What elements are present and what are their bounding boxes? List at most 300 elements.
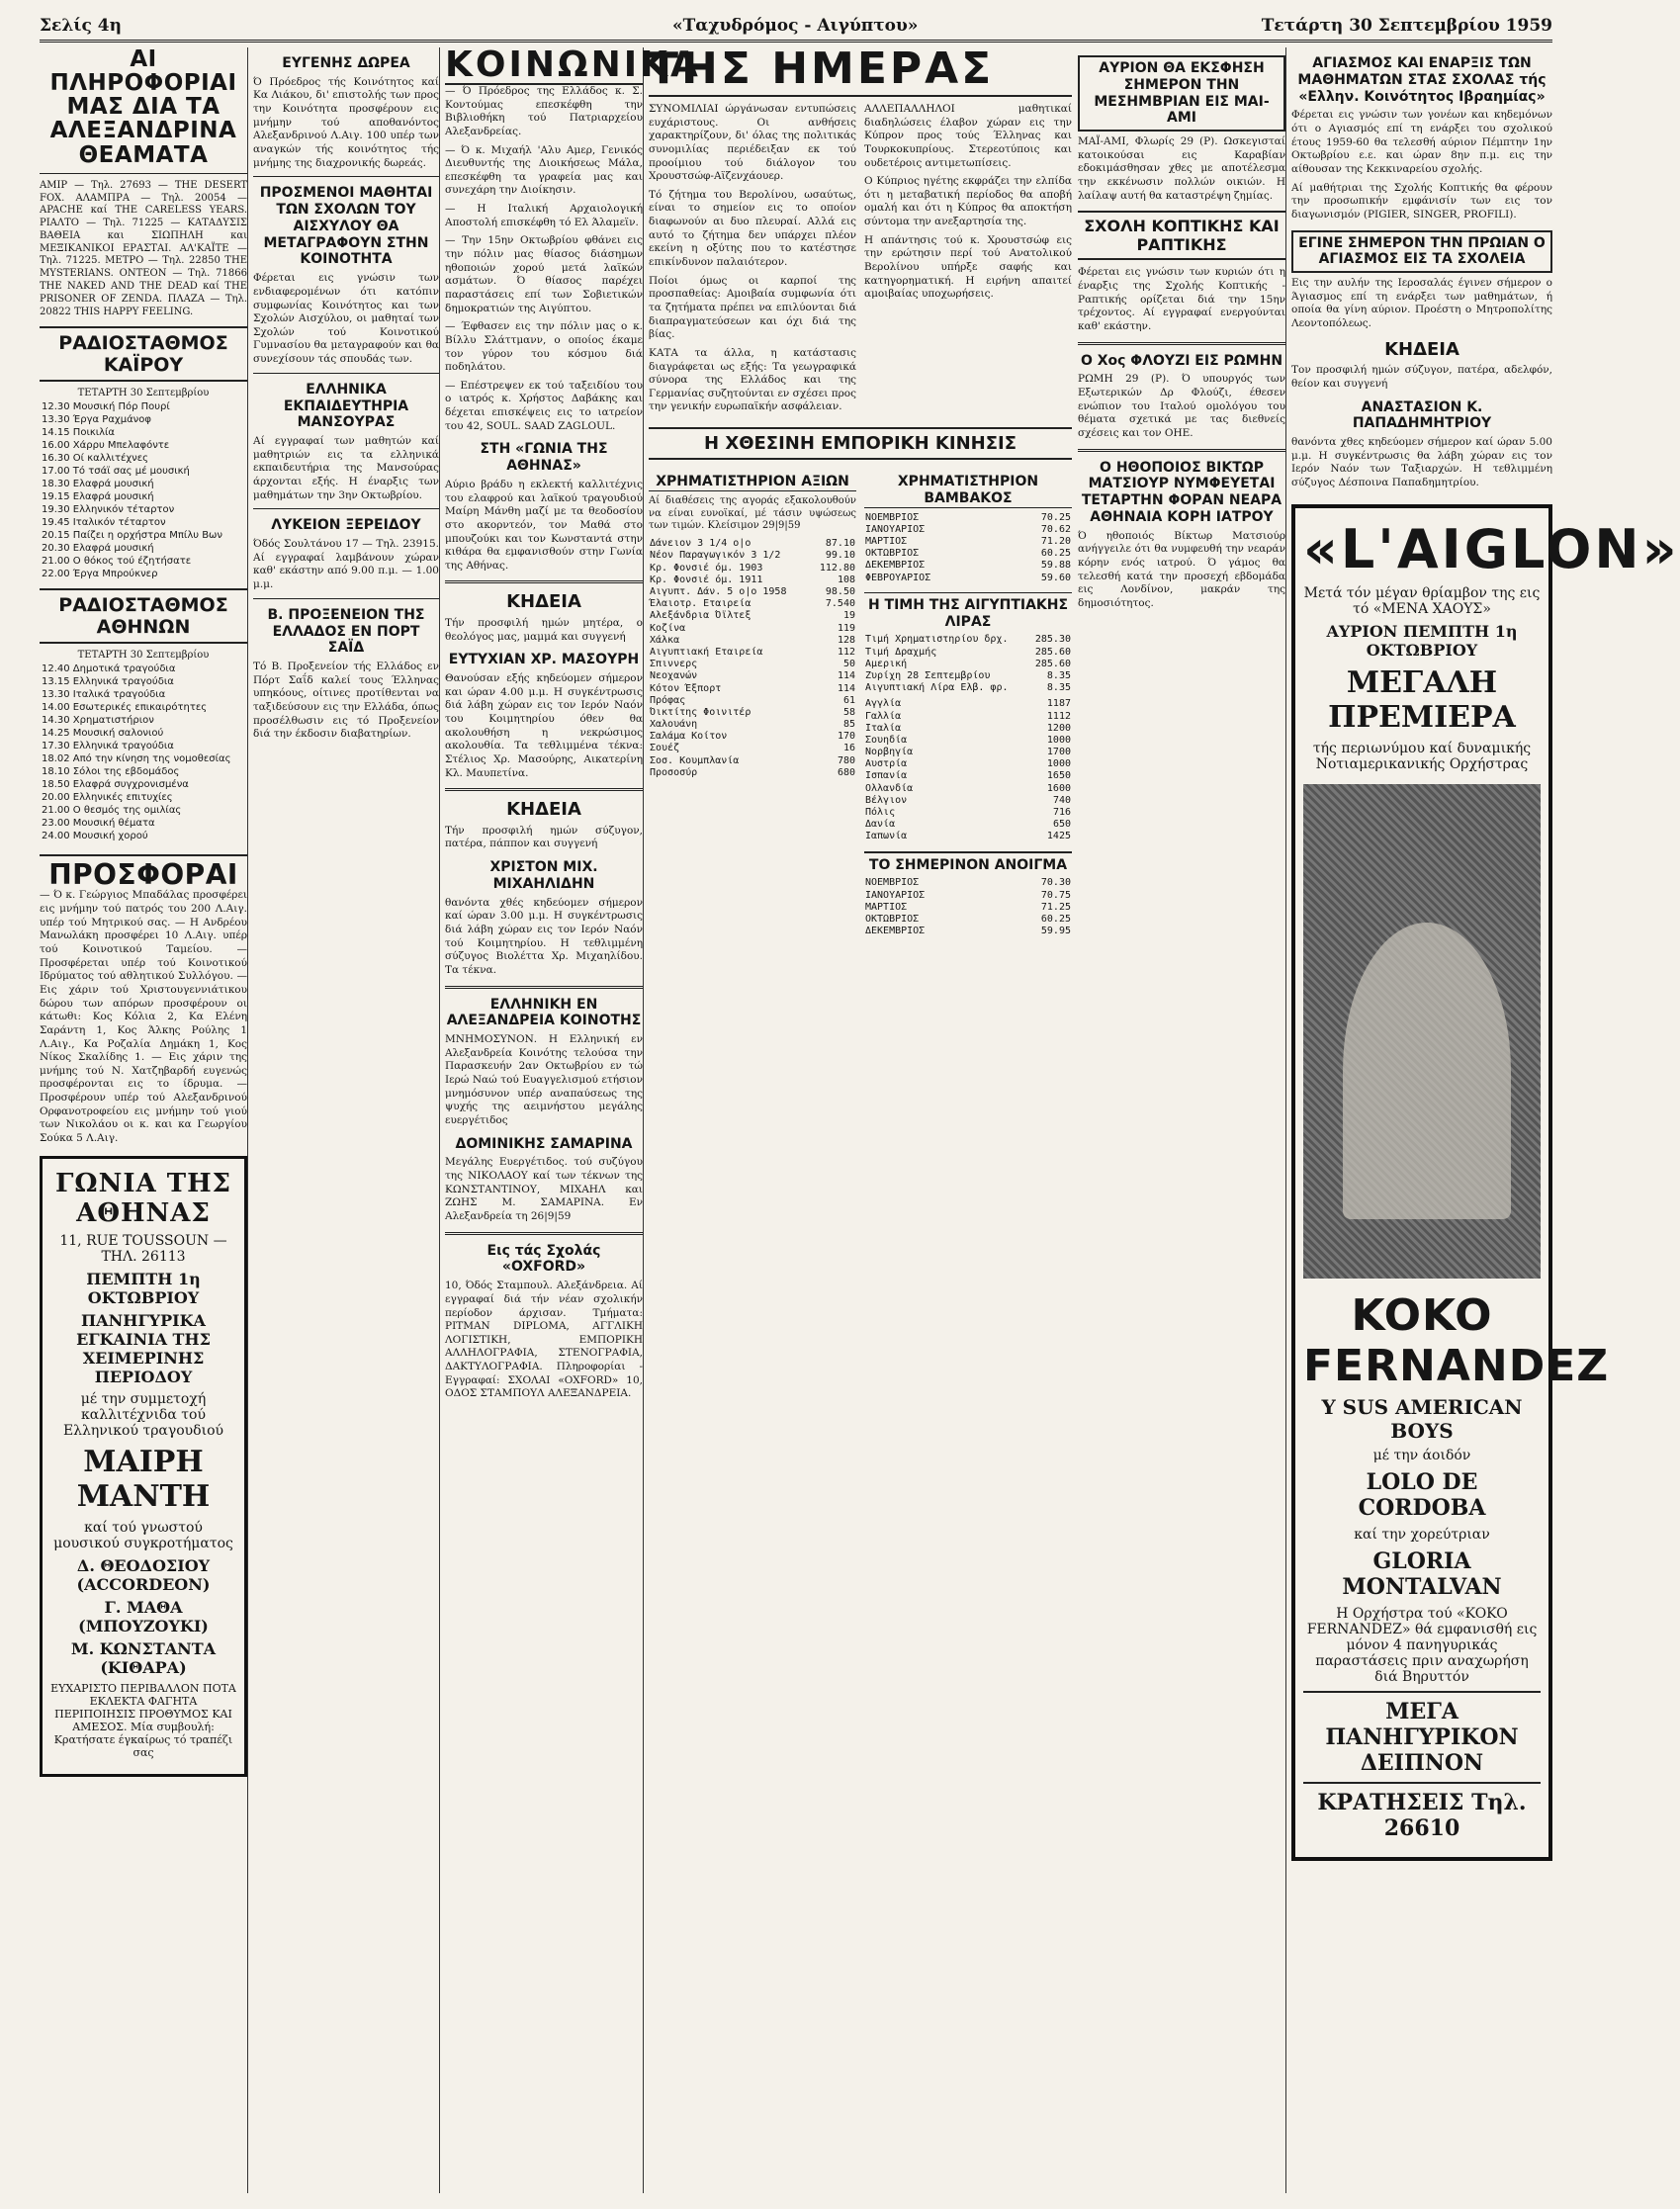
radio-athens-item-text: 12.40 Δημοτικά τραγούδια [42, 663, 176, 675]
radio-cairo-item [40, 400, 247, 413]
ad-date: ΠΕΜΠΤΗ 1η ΟΚΤΩΒΡΙΟΥ [86, 1269, 201, 1307]
cotton-title: ΧΡΗΜΑΤΙΣΤΗΡΙΟΝ ΒΑΜΒΑΚΟΣ [864, 474, 1072, 508]
pound-list-row-label: Γαλλία [865, 710, 902, 722]
column-schools-ads [1291, 47, 1680, 2193]
students-heading: ΠΡΟΣΜΕΝΟΙ ΜΑΘΗΤΑΙ ΤΩΝ ΣΧΟΛΩΝ ΤΟΥ ΑΙΣΧΥΛΟΥ ΘΑ ΜΕΤΑΓΡΑΦΟΥΝ ΣΤΗΝ ΚΟΙΝΟΤΗΤΑ [259, 185, 433, 268]
consulate-text: Τό Β. Προξενείον τής Ελλάδος εν Πόρτ Σαΐδ καλεί τους Έλληνας υπηκόους, οίτινες προτίθενται να ταξιδεύσουν εις την Ελλάδα, όπως προσέλθωσιν εις τό Προξενείον διά την έκδοσιν διαβατηρίων. [253, 661, 439, 741]
stock-row-value: 50 [842, 659, 855, 670]
pound-list-row-value: 1650 [1046, 770, 1071, 782]
pound-list-table [864, 698, 1072, 842]
stocks-section [649, 466, 856, 937]
stock-row-label: Αλεξάνδρια Όϊλτεξ [650, 610, 752, 622]
radio-cairo-item-text: 20.15 Παίζει η ορχήστρα Μπίλυ Βων [42, 530, 223, 542]
radio-cairo-item [40, 452, 247, 465]
stock-row-label: Αιγυπτιακή Εταιρεία [650, 646, 763, 658]
pound-list-row-value: 1425 [1046, 831, 1071, 842]
stock-row-label: Χάλκα [650, 634, 680, 646]
page-header [40, 14, 1552, 43]
laiglon-date: ΑΥΡΙΟΝ ΠΕΜΠΤΗ 1η ΟΚΤΩΒΡΙΟΥ [1326, 621, 1518, 660]
pound-row [864, 647, 1072, 659]
social-item-6: — Επέστρεψεν εκ τού ταξειδίου του ο ιατρός κ. Χρήστος Δαβάκης και δέχεται επισκέψεις εις το ιατρείον του 42, SOUL. SAAD ZAGLOUL. [445, 379, 643, 432]
dancer-name: GLORIA MONTALVAN [1342, 1547, 1502, 1600]
stock-row [649, 623, 856, 635]
radio-cairo-item [40, 465, 247, 478]
cotton-row-value: 70.62 [1040, 523, 1071, 535]
athens-corner-text: Αύριο βράδυ η εκλεκτή καλλιτέχνις του ελαφρού και λαϊκού τραγουδιού Μαίρη Μάνθη μαζί με τα θεοδοσίου στο ακορντεόν, τον Μαθά στο μπουζούκι και τον Κωνσταντά στην κιθάρα θα εμφανισθούν στην Γωνία της Αθήνας. [445, 478, 643, 572]
pound-row-label: Τιμή Δραχμής [865, 646, 937, 658]
column-entertainment [40, 47, 248, 2193]
radio-athens-item-text: 18.02 Από την κίνηση της νομοθεσίας [42, 753, 231, 765]
laiglon-intro: Μετά τόν μέγαν θρίαμβον της εις τό «ΜΕΝΑ ΧΑΟΥΣ» [1303, 584, 1541, 617]
blessing-text-2: Αί μαθήτριαι της Σχολής Κοπτικής θα φέρουν την προσωπικήν εμφάνισίν των εις τον διαγωνισμόν (PIGIER, SINGER, PROFILI). [1291, 181, 1552, 221]
pound-list-row [864, 747, 1072, 758]
laiglon-premiere: ΜΕΓΑΛΗ ΠΡΕΜΙΕΡΑ [1328, 664, 1516, 735]
stock-row-value: 16 [842, 743, 855, 754]
mansoura-text: Αί εγγραφαί των μαθητών καί μαθητριών εις τα ελληνικά εκπαιδευτήρια της Μανσούρας άρχονται εξής. Η έναρξις των μαθημάτων την 3ην Οκτωβρίου. [253, 435, 439, 501]
stock-row-label: Νεοχανών [650, 670, 698, 682]
stock-row [649, 767, 856, 779]
radio-cairo-item-text: 22.00 Έργα Μπρούκνερ [42, 569, 158, 580]
stocks-table [649, 538, 856, 779]
pound-list-row-label: Νορβηγία [865, 747, 914, 758]
stock-row-value: 680 [837, 766, 855, 778]
sewing-school-heading: ΣΧΟΛΗ ΚΟΠΤΙΚΗΣ ΚΑΙ ΡΑΠΤΙΚΗΣ [1078, 211, 1285, 260]
stock-row [649, 563, 856, 574]
radio-cairo-item [40, 529, 247, 542]
funeral-2-text: θανόντα χθές κηδεύομεν σήμερον καί ώραν 3.00 μ.μ. Η συγκέντρωσις διά λάβη χώραν εις τον Ιερόν Ναόν τού Κοιμητηρίου. Η τεθλιμμένη σύζυγος Βιολέττα Χρ. Μιχαηλίδου. Τα τέκνα. [445, 896, 643, 976]
pound-list-row [864, 783, 1072, 795]
cotton-row [864, 536, 1072, 548]
radio-athens-item [40, 830, 247, 842]
ad-star: ΜΑΙΡΗ ΜΑΝΤΗ [76, 1444, 211, 1514]
radio-cairo-item [40, 413, 247, 426]
ad-musician-3: Μ. ΚΩΝΣΤΑΝΤΑ (ΚΙΘΑΡΑ) [70, 1638, 217, 1677]
stock-row-label: Όικτίτης Φοινιτέρ [650, 706, 752, 718]
stock-row [649, 659, 856, 670]
pound-row-value: 285.60 [1034, 658, 1071, 669]
column-community [253, 47, 440, 2193]
orchestra-photo [1303, 784, 1541, 1279]
pound-row [864, 659, 1072, 670]
pound-list-row [864, 723, 1072, 735]
radio-athens-item [40, 675, 247, 688]
reservations-phone: ΚΡΑΤΗΣΕΙΣ Τηλ. 26610 [1317, 1789, 1527, 1841]
stock-row [649, 586, 856, 598]
radio-cairo-item [40, 490, 247, 503]
stock-row [649, 610, 856, 622]
radio-cairo-item [40, 555, 247, 568]
opening-row-value: 71.25 [1040, 901, 1071, 913]
pound-row-value: 8.35 [1046, 669, 1071, 681]
pound-row-label: Ζυρίχη 28 Σεπτεμβρίου [865, 669, 991, 681]
day-article-3: Ποίοι όμως οι καρποί της προσπαθείας: Αμοιβαία συμφωνία ότι τα ζητήματα πρέπει να επιλύονται διά διαπραγματεύσεων και όχι διά της βίας. [649, 274, 856, 341]
radio-athens-item-text: 21.00 Ο θεσμός της ομιλίας [42, 805, 182, 817]
day-article-4: ΚΑΤΑ τα άλλα, η κατάστασις διαγράφεται ως εξής: Τα γεωγραφικά σύνορα της Ελλάδος και της Γερμανίας συζητούνται εν σχέσει προς την γενικήν ευρωπαϊκήν ασφάλειαν. [649, 346, 856, 413]
pound-row [864, 634, 1072, 646]
schools-text: Εις την αυλήν της Ιεροσαλάς έγινεν σήμερον ο Άγιασμος επί τη ενάρξει των μαθημάτων, ή οποία θα γίνη αύριον. Προέστη ο Μητροπολίτης Λεοντοπόλεως. [1291, 277, 1552, 330]
radio-athens-item-text: 13.30 Ιταλικά τραγούδια [42, 689, 166, 701]
pound-list-row-label: Αυστρία [865, 758, 908, 770]
social-item-2: — Ό κ. Μιχαήλ 'Αλυ Αμερ, Γενικός Διευθυντής της Διοικήσεως Μάλα, επεσκέφθη τα γραφεία μας και συνεχάρη την Διοίκησιν. [445, 143, 643, 197]
schools-heading: ΕΓΙΝΕ ΣΗΜΕΡΟΝ ΤΗΝ ΠΡΩΙΑΝ Ο ΑΓΙΑΣΜΟΣ ΕΙΣ ΤΑ ΣΧΟΛΕΙΑ [1291, 230, 1552, 274]
radio-cairo-item [40, 568, 247, 580]
pound-row-value: 8.35 [1046, 682, 1071, 694]
opening-row-value: 60.25 [1040, 913, 1071, 925]
actor-heading: Ο ΗΘΟΠΟΙΟΣ ΒΙΚΤΩΡ ΜΑΤΣΙΟΥΡ ΝΥΜΦΕΥΕΤΑΙ ΤΕΤΑΡΤΗΝ ΦΟΡΑΝ ΝΕΑΡΑ ΑΘΗΝΑΙΑ ΚΟΡΗ ΙΑΤΡΟΥ [1081, 459, 1282, 525]
stock-row-label: Σουέζ [650, 743, 680, 754]
stock-row [649, 598, 856, 610]
stock-row-value: 19 [842, 610, 855, 622]
funeral-2-heading: ΚΗΔΕΙΑ [506, 799, 581, 821]
radio-cairo-item [40, 503, 247, 516]
stock-row-value: 87.10 [825, 538, 855, 550]
stock-row-label: Χαλουάνη [650, 719, 698, 731]
cotton-row-label: ΟΚΤΩΒΡΙΟΣ [865, 548, 920, 560]
pound-list-row-label: Σουηδία [865, 734, 908, 746]
social-item-3: — Η Ιταλική Αρχαιολογική Αποστολή επισκέφθη τό Ελ Άλαμεϊν. [445, 203, 643, 228]
pound-row [864, 682, 1072, 694]
pound-list-row-label: Αγγλία [865, 698, 902, 710]
funeral-1-intro: Τήν προσφιλή ημών μητέρα, ο θεολόγος μας, μαμμά και συγγενή [445, 617, 643, 643]
cotton-table [864, 512, 1072, 584]
storm-heading: ΑΥΡΙΟΝ ΘΑ ΕΚΣΦΗΣΗ ΣΗΜΕΡΟΝ ΤΗΝ ΜΕΣΗΜΒΡΙΑΝ ΕΙΣ ΜΑΙ-ΑΜΙ [1078, 55, 1285, 132]
pound-row [864, 670, 1072, 682]
stock-row [649, 695, 856, 707]
radio-cairo-item-text: 18.30 Ελαφρά μουσική [42, 479, 154, 490]
stocks-intro: Αί διαθέσεις της αγοράς εξακολουθούν να είναι ευνοϊκαί, μέ τάσιν υψώσεως των τιμών. Κλείσιμον 29|9|59 [649, 494, 856, 532]
radio-athens-item [40, 791, 247, 804]
oxford-heading: Εις τάς Σχολάς «OXFORD» [486, 1242, 601, 1276]
funeral-3-name: ΑΝΑΣΤΑΣΙΟΝ Κ. ΠΑΠΑΔΗΜΗΤΡΙΟΥ [1352, 398, 1492, 432]
dinner-line: ΜΕΓΑ ΠΑΝΗΓΥΡΙΚΟΝ ΔΕΙΠΝΟΝ [1303, 1691, 1541, 1784]
pound-list-row-value: 1200 [1046, 722, 1071, 734]
funeral-1-text: Θανούσαν εξής κηδεύομεν σήμερον και ώραν 4.00 μ.μ. Η συγκέντρωσις διά λάβη χώραν εις τον Ιερόν Ναόν του Κοιμητηρίου όθεν θα ακολουθήση η νεκρώσιμος ακολουθία. Τα τεθλιμμένα τέκνα: Στέλιος Χρ. Μασούρης, Αικατερίνη Κλ. Μαυπετίνα. [445, 672, 643, 779]
opening-row-label: ΔΕΚΕΜΒΡΙΟΣ [865, 926, 926, 937]
pound-list-row [864, 795, 1072, 807]
pound-list-row-label: Πόλις [865, 807, 896, 819]
pound-title: Η ΤΙΜΗ ΤΗΣ ΑΙΓΥΠΤΙΑΚΗΣ ΛΙΡΑΣ [864, 592, 1072, 631]
page-number: Σελίς 4η [40, 16, 122, 36]
stock-row-label: Κρ. Φονσιέ όμ. 1903 [650, 562, 763, 574]
opening-row-label: ΜΑΡΤΙΟΣ [865, 901, 908, 913]
band-subtitle: Y SUS AMERICAN BOYS [1321, 1394, 1523, 1443]
social-item-5: — Έφθασεν εις την πόλιν μας ο κ. Βίλλυ Σλάττμανν, ο οποίος έκαμε τον γύρον του κόσμου διά ποδηλάτου. [445, 320, 643, 374]
stock-row [649, 755, 856, 767]
radio-athens-item [40, 714, 247, 727]
stock-row-value: 112 [837, 646, 855, 658]
ad-musician-2: Γ. ΜΑΘΑ (ΜΠΟΥΖΟΥΚΙ) [78, 1597, 209, 1635]
stock-row-value: 108 [837, 574, 855, 585]
radio-cairo-item-text: 16.30 Οί καλλιτέχνες [42, 453, 149, 465]
students-text: Φέρεται εις γνώσιν των ενδιαφερομένων ότι κατόπιν συμφωνίας Κοινότητος και των Σχολών Αισχύλου, οι μαθηταί των Σχολών τού Κοινοτικού Γυμνασίου θα μεταγραφούν και θα συνεχίσουν τάς σπουδάς των. [253, 272, 439, 366]
stock-row-label: Πρόφας [650, 694, 686, 706]
band-name: KOKO FERNANDEZ [1303, 1289, 1610, 1391]
oxford-text: 10, Όδός Σταμπουλ. Αλεξάνδρεια. Αί εγγραφαί διά τήν νέαν σχολικήν περίοδον άρχισαν. Τμήματα: ΡΙΤΜΑΝ DIPLOMA, ΑΓΓΛΙΚΗ ΛΟΓΙΣΤΙΚΗ, ΕΜΠΟΡΙΚΗ ΑΛΛΗΛΟΓΡΑΦΙΑ, ΣΤΕΝΟΓΡΑΦΙΑ, ΔΑΚΤΥΛΟΓΡΑΦΙΑ. Πληροφορίαι - Εγγραφαί: ΣΧΟΛΑΙ «OXFORD» 10, ΟΔΟΣ ΣΤΑΜΠΟΥΛ ΑΛΕΞΑΝΔΡΕΙΑ. [445, 1280, 643, 1400]
ad-with2: καί τού γνωστού μουσικού συγκροτήματος [53, 1519, 233, 1551]
ad-with: μέ την συμμετοχή καλλιτέχνιδα τού Ελληνικού τραγουδιού [62, 1390, 224, 1439]
radio-cairo-item-text: 13.30 Έργα Ραχμάνοφ [42, 414, 151, 426]
pound-list-row-label: Ιταλία [865, 722, 902, 734]
stock-row-label: Σπιννερς [650, 659, 698, 670]
radio-athens-item-text: 14.30 Χρηματιστήριον [42, 715, 154, 727]
pound-list-row-value: 1000 [1046, 758, 1071, 770]
pound-list-row [864, 698, 1072, 710]
radio-cairo-item-text: 14.15 Ποικιλία [42, 427, 115, 439]
stock-row [649, 707, 856, 719]
radio-cairo-item [40, 426, 247, 439]
stock-row [649, 550, 856, 562]
stock-row-label: Προσοσύρ [650, 766, 698, 778]
pound-list-row-value: 716 [1052, 807, 1071, 819]
stock-row [649, 719, 856, 731]
athens-corner-ad [40, 1156, 247, 1777]
opening-row-value: 59.95 [1040, 926, 1071, 937]
pound-list-row [864, 807, 1072, 819]
radio-cairo-item-text: 19.45 Ιταλικόν τέταρτον [42, 517, 166, 529]
funeral-1-heading: ΚΗΔΕΙΑ [506, 591, 581, 613]
blessing-heading: ΑΓΙΑΣΜΟΣ ΚΑΙ ΕΝΑΡΞΙΣ ΤΩΝ ΜΑΘΗΜΑΤΩΝ ΣΤΑΣ ΣΧΟΛΑΣ τής «Ελλην. Κοινότητος Ιβραημίας» [1297, 55, 1547, 105]
radio-athens-date: ΤΕΤΑΡΤΗ 30 Σεπτεμβρίου [77, 650, 210, 662]
pound-row-label: Τιμή Χρηματιστηρίου δρχ. [865, 634, 1009, 646]
radio-athens-item [40, 752, 247, 765]
radio-athens-item-text: 14.00 Εσωτερικές επικαιρότητες [42, 702, 208, 714]
stock-row [649, 670, 856, 682]
day-article-6: Ο Κύπριος ηγέτης εκφράζει την ελπίδα ότι η μεταβατική περίοδος θα αποβή ομαλή και ότι η Κύπρος θα αποκτήση σύντομα την ανεξαρτησία της. [864, 175, 1072, 228]
opening-row-label: ΟΚΤΩΒΡΙΟΣ [865, 913, 920, 925]
fawzi-heading: Ο Χος ΦΛΟΥΖΙ ΕΙΣ ΡΩΜΗΝ [1080, 352, 1283, 369]
pound-list-row [864, 711, 1072, 723]
pound-list-row-value: 740 [1052, 794, 1071, 806]
stock-row-value: 128 [837, 634, 855, 646]
opening-row [864, 926, 1072, 937]
stock-row-value: 58 [842, 706, 855, 718]
day-article-5: ΑΛΛΕΠΑΛΛΗΛΟΙ μαθητικαί διαδηλώσεις έλαβον χώραν εις την Κύπρον προς τούς Έλληνας και Τουρκοκυπρίους. Στερεοτύποις και ουδετέροις αντιμετωπίσεις. [864, 103, 1072, 169]
stock-row-value: 114 [837, 682, 855, 694]
stock-row-label: Νέον Παραγωγικόν 3 1/2 [650, 550, 781, 562]
social-title: ΚΟΙΝΩΝΙΚΑ [445, 44, 701, 85]
stock-row-value: 99.10 [825, 550, 855, 562]
funeral-3-intro: Τον προσφιλή ημών σύζυγον, πατέρα, αδελφόν, θείον και συγγενή [1291, 364, 1552, 390]
memorial-text: ΜΝΗΜΟΣΥΝΟΝ. Η Ελληνική εν Αλεξανδρεία Κοινότης τελούσα την Παρασκευήν 2αν Οκτωβρίου εν τώ Ιερώ Ναώ τού Ευαγγελισμού ετήσιον μνημόσυνον υπέρ αναπαύσεως της ψυχής της αειμνήστου μεγάλης ευεργέτιδος [445, 1033, 643, 1126]
pound-list-row-label: Δανία [865, 819, 896, 831]
laiglon-ad [1291, 504, 1680, 1861]
radio-athens-item-text: 18.10 Σόλοι της εβδομάδος [42, 766, 180, 778]
radio-athens-item-text: 17.30 Ελληνικά τραγούδια [42, 741, 174, 752]
cotton-row-value: 59.88 [1040, 560, 1071, 572]
radio-athens-schedule [40, 663, 247, 842]
radio-cairo-item [40, 439, 247, 452]
opening-row-value: 70.75 [1040, 889, 1071, 901]
radio-cairo-item-text: 20.30 Ελαφρά μουσική [42, 543, 154, 555]
cotton-row [864, 560, 1072, 572]
cotton-row [864, 524, 1072, 536]
cotton-row-value: 60.25 [1040, 548, 1071, 560]
memorial-text-2: Μεγάλης Ευεργέτιδος. τού συζύγου της ΝΙΚΟΛΑΟΥ καί των τέκνων της ΚΩΝΣΤΑΝΤΙΝΟΥ, ΜΙΧΑΗΛ και ΖΩΗΣ Μ. ΣΑΜΑΡΙΝΑ. Εν Αλεξανδρεία τη 26|9|59 [445, 1156, 643, 1222]
social-item-1: — Ό Πρόεδρος της Ελλάδος κ. Σ. Κοντούμας επεσκέφθη την Βιβλιοθήκη τού Πατριαρχείου Αλεξανδρείας. [445, 85, 643, 137]
day-right-column [864, 103, 1072, 419]
radio-cairo-item [40, 516, 247, 529]
stocks-title: ΧΡΗΜΑΤΙΣΤΗΡΙΟΝ ΑΞΙΩΝ [649, 474, 856, 491]
donation-heading: ΕΥΓΕΝΗΣ ΔΩΡΕΑ [282, 55, 410, 71]
storm-text: ΜΑΪ-ΑΜΙ, Φλωρίς 29 (Ρ). Ωσκεγισταί κατοικούσαι εις Καραβίαν εδοκιμάσθησαν χθες με αποτέλεσμα την εκκένωσιν πολλών οικιών. Η λαίλαψ αυτή θα καταστρέψη ζημίας. [1078, 135, 1285, 202]
opening-table [864, 877, 1072, 937]
memorial-heading: ΕΛΛΗΝΙΚΗ ΕΝ ΑΛΕΞΑΝΔΡΕΙΑ ΚΟΙΝΟΤΗΣ [446, 996, 642, 1029]
cotton-section [864, 466, 1072, 937]
day-article-1: ΣΥΝΟΜΙΛΙΑΙ ώργάνωσαν εντυπώσεις ευχάριστους. Οι ανθήσεις χαρακτηρίζουν, δι' όλας της πολιτικάς συνομιλίας περιέδειξαν εκ τού προοίμιου τού διάλογον του Χρουστσώφ-Αϊζενχάουερ. [649, 103, 856, 183]
stock-row-label: Κρ. Φονσιέ όμ. 1911 [650, 574, 763, 585]
radio-athens-item [40, 688, 247, 701]
pound-row-label: Αιγυπτιακή Λίρα Ελβ. φρ. [865, 682, 1009, 694]
cotton-row-value: 70.25 [1040, 511, 1071, 523]
pound-row-value: 285.30 [1034, 634, 1071, 646]
stock-row-value: 119 [837, 622, 855, 634]
singer-name: LOLO DE CORDOBA [1358, 1468, 1486, 1521]
cotton-row-label: ΙΑΝΟΥΑΡΙΟΣ [865, 523, 926, 535]
stock-row [649, 731, 856, 743]
stock-row-value: 98.50 [825, 586, 855, 598]
lyceum-text: Όδός Σουλτάνου 17 — Τηλ. 23915. Αί εγγραφαί λαμβάνουν χώραν καθ' εκάστην από 9.00 π.μ. — 1.00 μ.μ. [253, 538, 439, 591]
cotton-row-label: ΝΟΕΜΒΡΙΟΣ [865, 511, 920, 523]
radio-cairo-item-text: 19.30 Ελληνικόν τέταρτον [42, 504, 175, 516]
stock-row-value: 112.80 [819, 562, 855, 574]
radio-cairo-title: ΡΑΔΙΟΣΤΑΘΜΟΣ ΚΑΪΡΟΥ [40, 326, 247, 382]
pound-list-row-value: 1600 [1046, 782, 1071, 794]
pound-list-row [864, 758, 1072, 770]
fawzi-text: ΡΩΜΗ 29 (Ρ). Ό υπουργός των Εξωτερικών Δρ Φλούζι, έθεσεν ενώπιον του Ιταλού ομολόγου του θέματα σχετικά με τας διεθνείς σχέσεις και τον ΟΗΕ. [1078, 373, 1285, 439]
radio-athens-item [40, 701, 247, 714]
radio-athens-item-text: 14.25 Μουσική σαλονιού [42, 728, 164, 740]
ad-musician-1: Δ. ΘΕΟΔΟΣΙΟΥ (ACCORDEON) [76, 1555, 211, 1594]
funeral-2-intro: Τήν προσφιλή ημών σύζυγον, πατέρα, πάππον και συγγενή [445, 824, 643, 850]
radio-athens-item [40, 663, 247, 675]
cotton-row [864, 573, 1072, 584]
donation-text: Ό Πρόεδρος τής Κοινότητος καί Κα Λιάκου, δι' επιστολής των προς την Κοινότητα προσφέρουν εις μνήμην τού αποθανόντος Αλεξανδρινού Λ.Αιγ. 100 υπέρ των αναγκών τής κοινότητος τής μνήμης της διαχρονικής δωρεάς. [253, 75, 439, 169]
cotton-row [864, 512, 1072, 524]
ad-event: ΠΑΝΗΓΥΡΙΚΑ ΕΓΚΑΙΝΙΑ ΤΗΣ ΧΕΙΜΕΡΙΝΗΣ ΠΕΡΙΟΔΟΥ [76, 1310, 211, 1386]
laiglon-note: Η Ορχήστρα τού «KOKO FERNANDEZ» θά εμφανισθή εις μόνον 4 πανηγυρικάς παραστάσεις πριν αναχωρήση διά Βηρυττόν [1306, 1605, 1538, 1685]
opening-row [864, 914, 1072, 926]
actor-text: Ό ηθοποιός Βίκτωρ Ματσιούρ ανήγγειλε ότι θα νυμφευθή την νεαράν κόρην ενός ιατρού. Ό γάμος θα τελεσθή κατά την προσεχή εβδομάδα εις Λονδίνον, μακράν της δημοσιότητος. [1078, 529, 1285, 609]
column-news [1078, 47, 1286, 2193]
sewing-school-text: Φέρεται εις γνώσιν των κυριών ότι η έναρξις της Σχολής Κοπτικής - Ραπτικής ορίζεται διά την 15ην τρέχοντος. Αί εγγραφαί ενεργούνται καθ' εκάστην. [1078, 266, 1285, 332]
funeral-2-name: ΧΡΙΣΤΟΝ ΜΙΧ. ΜΙΧΑΗΛΙΔΗΝ [489, 859, 598, 892]
stock-row-label: Δάνειον 3 1/4 ο|ο [650, 538, 752, 550]
market-title: Η ΧΘΕΣΙΝΗ ΕΜΠΟΡΙΚΗ ΚΙΝΗΣΙΣ [649, 427, 1072, 460]
radio-cairo-item-text: 12.30 Μουσική Πόρ Πουρί [42, 401, 170, 413]
pound-list-row [864, 770, 1072, 782]
stock-row-label: Κοζίνα [650, 622, 686, 634]
stock-row-label: Αιγυπτ. Δάν. 5 ο|ο 1958 [650, 586, 787, 598]
stock-row-value: 85 [842, 719, 855, 731]
cotton-row [864, 548, 1072, 560]
pound-list-row-value: 1187 [1046, 698, 1071, 710]
cotton-row-value: 71.20 [1040, 536, 1071, 548]
athens-corner-heading: ΣΤΗ «ΓΩΝΙΑ ΤΗΣ ΑΘΗΝΑΣ» [480, 441, 608, 475]
stock-row-label: Σοσ. Κουμπλανία [650, 754, 740, 766]
stock-row-label: Έλαιοτρ. Εταιρεία [650, 598, 752, 610]
pound-list-row-value: 1112 [1046, 710, 1071, 722]
radio-athens-item [40, 740, 247, 752]
pound-list-row-value: 1700 [1046, 747, 1071, 758]
radio-athens-title: ΡΑΔΙΟΣΤΑΘΜΟΣ ΑΘΗΝΩΝ [40, 588, 247, 644]
radio-cairo-item [40, 542, 247, 555]
opening-row-label: ΝΟΕΜΒΡΙΟΣ [865, 877, 920, 889]
pound-table [864, 634, 1072, 694]
funeral-1-name: ΕΥΤΥΧΙΑΝ ΧΡ. ΜΑΣΟΥΡΗ [448, 652, 640, 668]
social-item-4: — Την 15ην Οκτωβρίου φθάνει εις την πόλιν μας θίασος διάσημων ηθοποιών χορού μετά λαϊκών ασμάτων. Ό θίασος παρέχει παραστάσεις επί των Σοβιετικών δημοκρατιών της Αιγύπτου. [445, 234, 643, 314]
offers-title: ΠΡΟΣΦΟΡΑΙ [40, 854, 247, 889]
cotton-row-label: ΦΕΒΡΟΥΑΡΙΟΣ [865, 572, 931, 583]
radio-cairo-item-text: 19.15 Ελαφρά μουσική [42, 491, 154, 503]
laiglon-orchestra: τής περιωνύμου καί δυναμικής Νοτιαμερικανικής Ορχήστρας [1312, 740, 1532, 772]
pound-list-row-label: Ισπανία [865, 770, 908, 782]
radio-cairo-item-text: 17.00 Τό τσάϊ σας μέ μουσική [42, 466, 190, 478]
radio-athens-item [40, 727, 247, 740]
blessing-text: Φέρεται εις γνώσιν των γονέων και κηδεμόνων ότι ο Αγιασμός επί τη ενάρξει του σχολικού έτους 1959-60 θα τελεσθή αύριον Πέμπτην 1ην Οκτωβρίου ε.ε. και ώραν 8ην π.μ. εις την αίθουσαν της Κεκκιναρείου σχολής. [1291, 109, 1552, 175]
stock-row [649, 574, 856, 586]
cotton-row-value: 59.60 [1040, 572, 1071, 583]
pound-row-value: 285.60 [1034, 646, 1071, 658]
pound-list-row-label: Βέλγιον [865, 794, 908, 806]
radio-athens-item-text: 18.50 Ελαφρά συγχρονισμένα [42, 779, 189, 791]
pound-list-row-label: Ολλανδία [865, 782, 914, 794]
stock-row [649, 743, 856, 754]
day-left-column [649, 103, 856, 419]
masthead: «Ταχυδρόμος - Αιγύπτου» [672, 16, 919, 36]
mansoura-heading: ΕΛΛΗΝΙΚΑ ΕΚΠΑΙΔΕΥΤΗΡΙΑ ΜΑΝΣΟΥΡΑΣ [283, 381, 409, 431]
memorial-name: ΔΟΜΙΝΙΚΗΣ ΣΑΜΑΡΙΝΑ [455, 1135, 633, 1152]
stock-row-value: 780 [837, 754, 855, 766]
pound-list-row-label: Ιαπωνία [865, 831, 908, 842]
issue-date: Τετάρτη 30 Σεπτεμβρίου 1959 [1261, 16, 1552, 36]
radio-cairo-item-text: 21.00 Ο θόκος τού έζητήσατε [42, 556, 192, 568]
radio-athens-item [40, 804, 247, 817]
offers-text: — Ό κ. Γεώργιος Μπαδάλας προσφέρει εις μνήμην τού πατρός του 200 Λ.Αιγ. υπέρ τού Μητρικού σας. — Η Ανδρέου Μανωλάκη προσφέρει 10 Λ.Αιγ. υπέρ τού Κοινοτικού Ταμείου. — Προσφέρεται υπέρ τού Κοινοτικού Ιδρύματος τού αθλητικού Συλλόγου. — Εις χάριν τού Χριστουγεννιάτικου δώρου των απόρων προσφέρουν οι κάτωθι: Κος Κόλια 2, Κα Ελένη Σαράντη 1, Κος Άλκης Ρούλης 1 Λ.Αιγ., Κα Ροζαλία Δημάκη 1, Κος Νίκος Σκαλίδης 1. — Εις χάριν της μνήμης τού Ν. Χατζηβαρδή ευγενώς προσφέρονται εις το ίδρυμα. — Προσφέρουν υπέρ τού Αλεξανδρινού Ορφανοτροφείου εις μνήμην τού γιού των Νικολάου οι κ. και κα Γεωργίου Σούκα 5 Λ.Αιγ. [40, 889, 247, 1144]
column-day [649, 44, 1072, 2193]
cotton-row-label: ΜΑΡΤΙΟΣ [865, 536, 908, 548]
pound-list-row [864, 735, 1072, 747]
radio-athens-item [40, 778, 247, 791]
cotton-row-label: ΔΕΚΕΜΒΡΙΟΣ [865, 560, 926, 572]
ad-footer: ΕΥΧΑΡΙΣΤΟ ΠΕΡΙΒΑΛΛΟΝ ΠΟΤΑ ΕΚΛΕΚΤΑ ΦΑΓΗΤΑ ΠΕΡΙΠΟΙΗΣΙΣ ΠΡΟΘΥΜΟΣ ΚΑΙ ΑΜΕΣΟΣ. Μία συμβουλή: Κρατήσατε έγκαίρως τό τραπέζι σας [50, 1681, 236, 1759]
radio-cairo-schedule [40, 400, 247, 580]
stock-row-value: 7.540 [825, 598, 855, 610]
radio-athens-item [40, 765, 247, 778]
radio-athens-item-text: 20.00 Ελληνικές επιτυχίες [42, 792, 173, 804]
opening-row [864, 890, 1072, 902]
opening-row-value: 70.30 [1040, 877, 1071, 889]
pound-list-row-value: 1000 [1046, 734, 1071, 746]
radio-athens-item-text: 23.00 Μουσική θέματα [42, 818, 155, 830]
ad-address: 11, RUE TOUSSOUN — ΤΗΛ. 26113 [59, 1232, 227, 1265]
cinema-listings: ΑΜΙΡ — Τηλ. 27693 — THE DESERT FOX. ΑΛΑΜΠΡΑ — Τηλ. 20054 — APACHE καί THE CARELESS YEARS. ΡΙΑΛΤΟ — Τηλ. 71225 — ΚΑΤΑΔΥΣΙΣ ΒΑΘΕΙΑ και ΣΙΩΠΗΛΗ και ΜΕΞΙΚΑΝΙΚΟΙ ΕΡΑΣΤΑΙ. ΑΛ'ΚΑΪΤΕ — Τηλ. 71225. ΜΕΤΡΟ — Τηλ. 22850 THE MYSTERIANS. ΟΝΤΕΟΝ — Τηλ. 71866 THE NAKED AND THE DEAD καί THE PRISONER OF ZENDA. ΠΛΑΖΑ — Τηλ. 20822 THIS HAPPY FEELING. [40, 179, 247, 317]
stock-row-value: 114 [837, 670, 855, 682]
dancer-intro: καί την χορεύτριαν [1354, 1526, 1490, 1543]
stock-row-label: Σαλάμα Κοίτον [650, 731, 728, 743]
opening-title: ΤΟ ΣΗΜΕΡΙΝΟΝ ΑΝΟΙΓΜΑ [864, 851, 1072, 874]
stock-row [649, 647, 856, 659]
radio-athens-item-text: 24.00 Μουσική χορού [42, 831, 148, 842]
stock-row-value: 170 [837, 731, 855, 743]
stock-row [649, 683, 856, 695]
radio-cairo-item-text: 16.00 Χάρρυ Μπελαφόντε [42, 440, 170, 452]
ad-venue: ΓΩΝΙΑ ΤΗΣ ΑΘΗΝΑΣ [54, 1168, 232, 1228]
laiglon-title: «L'AIGLON» [1303, 517, 1680, 580]
pound-list-row [864, 819, 1072, 831]
opening-row [864, 902, 1072, 914]
funeral-3-text: θανόντα χθες κηδεύομεν σήμερον καί ώραν 5.00 μ.μ. Η συγκέντρωσις θα λάβη χώραν εις τον Ιερόν Ναόν των Ταξιαρχών. Η τεθλιμμένη σύζυγος Δέσποινα Παπαδημητρίου. [1291, 436, 1552, 489]
stock-row [649, 538, 856, 550]
